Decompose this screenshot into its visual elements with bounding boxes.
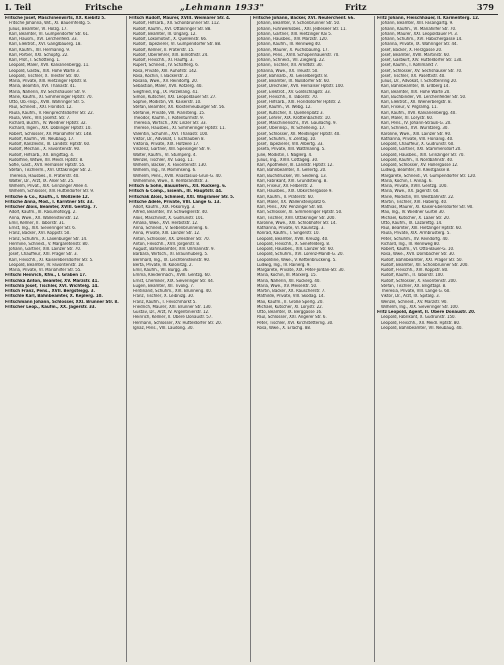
directory-entry: Paul, Schlosser, XXI. Angerer Str. 6. [257, 315, 327, 321]
directory-columns [3, 16, 499, 662]
directory-entry: Fritschka Anton, Beamter, XV. Märzstr. 41. [5, 278, 99, 284]
directory-entry: Siegfried, Ing., IX. Porzellang. 41. [133, 89, 199, 95]
directory-entry: Richard, Buchh., IV. Wiedner Hptstr. 32. [9, 121, 87, 126]
directory-entry: Theodor, Kaufm., I. Rotenturmstr. 9. [133, 115, 204, 121]
directory-entry: Emil, Kellner, II. Taborstr. 31. [9, 220, 66, 226]
directory-entry: Rudolf, Mechan., X. Favoritenstr. 90. [9, 147, 81, 153]
directory-entry: Karl, Pens., XIV. Penzinger Str. 80. [257, 205, 324, 210]
directory-entry: Karl, Maler, XI. Lorystr. 60. [381, 115, 434, 121]
directory-entry: Leopold, Gastw., XIX. Hohe Warte 3. [9, 68, 81, 74]
directory-entry: Josef, Elektrot., XV. Goldschlagstr. 33. [257, 89, 331, 95]
directory-entry: Ludwig, Beamter, III. Kleistgasse 8. [381, 168, 451, 174]
directory-entry: Josefa, Private, XIII. Wattmanng. 5. [257, 147, 326, 153]
directory-entry: Josef, Lehrer, XIX. Krottenbachstr. 10. [257, 115, 331, 121]
directory-entry: Karl, Beamter, XIX. Hohe Warte 20. [381, 89, 451, 95]
directory-entry: Sebastian, Maler, XVII. Rötzerg. 40. [133, 84, 203, 90]
directory-entry: Viktor, Dr., Arzt, IX. Spitalg. 3. [381, 294, 440, 300]
directory-entry: Walter, Dr., Arzt, IX. Alser Str. 25. [9, 178, 75, 184]
running-head-last: Fritz [345, 2, 367, 12]
directory-entry: Karoline, Wwe., XIII. Lainzer Str. 90. [381, 131, 452, 137]
directory-entry: Otto, Beamter, IX. Berggasse 16. [257, 310, 323, 315]
directory-entry: Alfred, Beamter, XV. Schweglerstr. 40. [133, 210, 209, 216]
directory-entry: Josef, Beamter, IX. Nußdorfer Str. 60. [257, 79, 331, 84]
directory-entry: Wilhelm, Privat., XIX. Grinzinger Allee 4. [9, 184, 89, 189]
directory-entry: Johann, Kaufm., VI. Mariahilfer Str. 70. [381, 26, 457, 32]
directory-entry: Max, Kaufm., II. Große Sperlg. 20. [257, 299, 324, 305]
directory-entry: Rudolf, Hilfsarb., XII. Schönbrunner Str. 112. [133, 21, 221, 27]
directory-entry: Fritscher Alois, Beamter, XVIII. Gentzg. 7. [5, 205, 98, 210]
directory-entry: Karl, Hausm., XVI. Lerchenfeld. 33. [9, 37, 78, 42]
directory-entry: Johann, Maurer, XXI. Leopoldauer Pl. 3. [381, 31, 459, 37]
directory-entry: Johann, Fuhrwerksbes., XXI. Jedleseer Str. 11. [257, 26, 347, 32]
directory-entry: Hermann, Schlosser, XV. Hütteldorfer Str. 20. [133, 320, 222, 326]
directory-entry: Josef, Kaufm., VI. Webg. 12. [257, 105, 312, 111]
directory-entry: Adolf, Kaufm., XIX. Pokornyg. 3. [133, 205, 196, 210]
directory-entry: Fritschmann Johann, Schlosser, XXI. Brünner Str. 8. [5, 299, 119, 305]
directory-entry: August, Bahnbeamter, XIV. Ullmannstr. 9. [133, 247, 215, 252]
directory-entry: Karl, Portier, XXI. Schöpfg. 22. [9, 52, 69, 58]
directory-entry: Martin, Bäcker, XX. Rauscherstr. 7. [257, 289, 326, 294]
directory-entry: Anton, Fleischh., XVII. Jörgerstr. 8. [133, 241, 201, 247]
directory-entry: Rudolf, Kaufm., II. Taborstr. 100. [381, 273, 445, 279]
directory-entry: Josef, Kutscher, X. Quellenplatz 3. [257, 110, 324, 116]
directory-entry: Richard, Ingen., XIX. Döblinger Hptstr. 10. [9, 126, 92, 132]
directory-entry: Paul, Schneid., XXI. Floridsd. 12. [9, 105, 73, 111]
directory-entry: Maria, Private, XVIII. Gentzg. 100. [381, 184, 448, 189]
directory-entry: Ernst, Chemiker, XIX. Sieveringer Str. 44. [133, 278, 214, 284]
directory-entry: Rudolf, Kaufm., XVI. Ottakringer Str. 88. [133, 26, 212, 32]
directory-entry: Josef, Schlosser, XII. Meidlinger Hptstr. 40. [257, 131, 341, 137]
directory-entry: Otto, Ob.-Insp., XVIII. Währinger Str. 5. [9, 100, 85, 105]
directory-entry: Josef, Bahnarb., XI. Geiselbergstr. 8. [257, 73, 329, 79]
directory-entry: Fritschla Josef, Tischler, XVI. Wichtelg. 14. [5, 283, 99, 289]
directory-entry: Stefanie, Private, VIII. Piaristeng. 15. [133, 110, 206, 116]
directory-entry: Josef, Kaufm., I. Kohlmarkt 7. [381, 63, 439, 69]
directory-entry: Ernst, Ing., XIX. Sieveringer Str. 6. [9, 226, 77, 231]
running-head-title: „Lehmann 1933" [180, 2, 265, 12]
directory-entry: Karoline, Wwe., XXI. Schloßhofer Str. 14. [257, 220, 337, 226]
directory-entry: Josef, Gastwirt, XIV. Hütteldorfer Str. 130. [381, 58, 463, 63]
directory-entry: Fritsch & Sohn, Bauuntern., XII. Ruckerg. 6. [129, 184, 227, 189]
directory-entry: Karl, Kaufm., XII. Hermanng. 9. [9, 47, 71, 53]
directory-entry: Rudolf, Oberlehrer, XIX. Billrothstr. 24. [133, 52, 209, 58]
directory-entry: Maria, Näherin, XII. Ruckerg. 40. [257, 278, 321, 284]
directory-entry: Peter, Schuhm., XV. Reindorfg. 40. [381, 236, 449, 242]
directory-entry: Rudolf, Fleischh., XI. Hauffg. 3. [133, 58, 194, 63]
directory-entry: Wilhelm, Bäcker, X. Favoritenstr. 130. [133, 163, 207, 168]
directory-entry: Rudolf, Fleischh., XVI. Koppstr. 80. [381, 268, 449, 273]
column-2 [127, 16, 251, 662]
directory-entry: Marie, Modistin, VII. Westbahnstr. 22. [381, 194, 455, 200]
directory-entry: Karl, Elektrot., XVI. Ganglbauerg. 18. [9, 42, 82, 48]
directory-entry: Johanna, Wwe., XX. Treustr. 50. [257, 68, 319, 74]
directory-entry: Leopold, Gärtner, XXI. Stammersdorf 20. [381, 147, 462, 153]
directory-entry: Peter, Tischler, XVI. Kirchstetterng. 30. [257, 320, 334, 326]
directory-entry: Josef, Schlosser, XV. Sechshauser Str. 70. [381, 68, 463, 74]
directory-entry: Johann, Hausbes., XIV. Märzstr. 120. [257, 37, 328, 42]
directory-entry: Adolf, Kaufm., III. Rasumofskyg. 2. [9, 210, 77, 216]
header-rule [4, 14, 498, 15]
directory-entry: Paula, Private, XIX. Armbrusterg. 5. [381, 231, 451, 237]
directory-entry: Theresia, Private, VIII. Lange G. 60. [381, 289, 451, 294]
directory-entry: Wilhelm, Ing., IV. Mommseng. 6. [133, 168, 197, 174]
directory-entry: Leopold, Beamter, XVIII. Kreuzg. 40. [257, 236, 329, 242]
directory-entry: Robert, Schlosser, XV. Mariahilfer Str. 148. [9, 131, 93, 137]
directory-entry: Rosa, Wwe., XVII. Dornbacher Str. 30. [381, 252, 456, 258]
directory-entry: Karl, Beamter, VI. Gumpendorfer Str. 61. [9, 31, 90, 37]
directory-entry: Michael, Kutscher, X. Laaer Str. 20. [381, 215, 450, 221]
directory-entry: Karl, Fabrikant, XVI. Grundsteing. 8. [257, 178, 328, 184]
directory-entry: Paula, Verk., VIII. Josefst. Str. 7. [9, 115, 71, 121]
directory-entry: Stefan, Tischler, XX. Brigittapl. 8. [381, 283, 447, 289]
directory-entry: Josef, Schuhm., V. Zentag. 10. [257, 136, 317, 142]
directory-entry: Julius, Dr., Advokat, I. Schottenring 20. [381, 79, 458, 84]
directory-entry: Maria, Köchin, III. Marxerg. 15. [257, 273, 317, 279]
directory-entry: Konrad, Kaufm., I. Singerstr. 10. [257, 231, 320, 237]
directory-entry: Rudolf, Kaufm., VII. Neubaug. 17. [9, 136, 75, 142]
directory-entry: Karl, Hausbes., XIX. Obkirchergasse 9. [257, 189, 333, 195]
directory-entry: Karl, Maler, XX. Wallensteinplatz 6. [257, 199, 327, 205]
directory-entry: Maria, Beamtin, XVI. Thaliastr. 41. [9, 84, 77, 90]
directory-entry: Rosa, Köchin, I. Bäckerstr. 2. [133, 73, 189, 79]
directory-entry: Karl, Kaufm., II. Praterstr. 60. [257, 194, 314, 200]
directory-entry: Rupert, Schneid., IV. Schäfferg. 6. [133, 63, 200, 69]
directory-entry: Johann, Gärtner, XIII. Hietzinger Kai 5. [257, 31, 333, 37]
directory-entry: Berta, Private, III. Kolonitzg. 2. [133, 262, 193, 268]
directory-entry: Barbara, Wirtsch., XI. Braunhuberg. 5. [133, 252, 209, 258]
directory-entry: Rudolf, Bahnbeamter, XXI. Prager Str. 50. [381, 257, 463, 263]
directory-entry: Josef, Tischler, XX. Pasettistr. 40. [381, 73, 446, 79]
directory-entry: Fritsche Johann, Bäcker, XVI. Neulerchenf. 66. [253, 16, 355, 21]
directory-entry: Stefan, Beamter, XX. Klosterneuburger Str. 56. [133, 105, 226, 111]
directory-entry: Fritschak Alois, Schmied, XXI. Wagramer Str. 5. [129, 194, 235, 200]
directory-entry: Julius, Beamter, VI. Holzg. 17. [9, 26, 68, 32]
directory-entry: Leopold, Schuhm., XVI. Lorenz-Mandl-G. 20. [257, 252, 344, 258]
directory-entry: Karl, Kaufm., XVII. Kalvarienbergg. 40. [381, 110, 457, 116]
directory-entry: Margarete, Private, XIX. Peter-Jordan-Str. 30. [257, 268, 345, 273]
directory-entry: Josef, Fleischh., II. Taborstr. 70. [257, 94, 318, 100]
directory-entry: Ferdinand, Schuhm., XVI. Brunneng. 40. [133, 289, 213, 294]
directory-entry: Alois, Maschinist, X. Gudrunstr. 101. [133, 215, 205, 221]
directory-entry: Josef, Maschinenschl., XVI. Gaullachg. 9. [257, 121, 337, 126]
directory-entry: Vinzenz, Gärtner, XIII. Speisinger Str. 9. [133, 147, 211, 153]
page-header [0, 0, 504, 14]
directory-entry: Josef, Hilfsarb., XXI. Floridsdorfer Hptstr. 2. [257, 100, 342, 105]
directory-entry: Fritscher Leop., Kaufm., XX. Jägerstr. 33. [5, 304, 96, 310]
directory-entry: Karl, Schlosser, XI. Simmeringer Hptstr. 50. [257, 210, 343, 216]
directory-entry: Leopold, Fleischh., X. Senefelderg. 8. [257, 241, 331, 247]
directory-entry: Theresia, Hausbes., II. Praterstr. 40. [9, 173, 80, 179]
directory-entry: Simon, Kutscher, XXI. Leopoldauer Str. 27. [133, 94, 217, 100]
directory-entry: Julius, Ing., XVIII. Cottageg. 30. [257, 157, 319, 163]
directory-entry: Valentin, Schuhm., XVI. Thaliastr. 100. [133, 131, 209, 137]
directory-entry: Katharina, Private, VIII. Florianig. 40. [381, 136, 454, 142]
directory-entry: Marie, Kaufm., XI. Simmeringer Hptstr. 70. [9, 94, 93, 100]
directory-entry: Fritsche Josef, Maschinenwirts, XX. Kiebitz 5. [5, 16, 106, 21]
directory-entry: Rudolf, Beamter, XII. Schönbrunner Str. 200. [381, 262, 469, 268]
directory-entry: Heinrich, Kellner, II. Obere Donaustr. 57. [133, 315, 213, 321]
directory-entry: Josef, Drechsler, XVII. Hernalser Hptstr. 100. [257, 84, 345, 90]
directory-entry: Karl, Pens., IV. Johann-Strauß-G. 20. [381, 121, 452, 126]
directory-entry: Karl, Prof., I. Schotteng. 1. [9, 58, 61, 63]
directory-entry: Sofie, Gast., XVII. Hernalser Hptstr. 55. [9, 163, 86, 168]
directory-entry: Maria, Private, XIII. Hietzinger Hptstr. 8. [9, 79, 88, 84]
directory-entry: Karl, Bahnbeamter, X. Gellertg. 20. [257, 168, 327, 174]
directory-entry: Rudolf, Beamter, III. Ungarg. 12. [133, 31, 197, 37]
directory-entry: Friedrich, Maurer, XXI. Brünner Str. 130. [133, 304, 212, 310]
directory-entry: Franz, Bäcker, XVI. Koppstr. 50. [9, 231, 71, 237]
directory-entry: Leopold, Hausbes., XIX. Grinzinger Str. 70. [381, 152, 465, 158]
directory-entry: Karl, Friseur, V. Pilgramg. 11. [381, 105, 438, 111]
directory-entry: Rudolf, Lokomotivf., X. Quellenstr. 66. [133, 37, 208, 42]
directory-entry: Paula, Kaufm., V. Reinprechtsdorfer Str. 22. [9, 110, 94, 116]
directory-entry: Emma, Kleidermach., XVIII. Gentzg. 60. [133, 273, 211, 279]
directory-entry: Leopoldine, Wwe., V. Kettenbrückeng. 5. [257, 257, 337, 263]
directory-entry: Fritz Johann, Fleischhauer, II. Karmeliterg. 12. [377, 16, 480, 21]
running-head-first: Fritsche [85, 2, 123, 12]
directory-entry: Johann, Schneid., VII. Zieglerg. 22. [257, 58, 326, 63]
directory-entry: Leopold, Bahnbeamter, VII. Neubaug. 40. [381, 325, 463, 331]
directory-entry: Ignaz, Pens., VIII. Laudong. 30. [133, 325, 194, 331]
directory-entry: Gustav, Dr., Arzt, IV. Argentinierstr. 12. [133, 310, 210, 315]
directory-entry: Karl, Schneid., XVI. Wurlitzerg. 30. [381, 126, 449, 132]
directory-entry: Franz, Kaufm., I. Fleischmarkt 5. [133, 299, 197, 305]
directory-entry: Maria, Wwe., XX. Jägerstr. 60. [381, 189, 440, 195]
directory-entry: Karl, Tischler, XVII. Ottakringer Str. 200. [257, 215, 336, 221]
directory-entry: Fritsch Rudolf, Maurer, XVIII. Weimarer Str. 4. [129, 16, 231, 21]
directory-entry: Julie, Modistin, I. Naglerg. 4. [257, 152, 313, 158]
directory-entry: Anna, Schneid., V. Siebenbrunneng. 6. [133, 226, 209, 231]
directory-entry: Josef, Bäcker, X. Herzgasse 20. [381, 47, 443, 53]
directory-entry: Johann, Kaufm., III. Rennweg 40. [257, 42, 322, 48]
directory-entry: Rudolfine, Witwe, XII. Meidl. Hptstr. 8. [9, 157, 84, 163]
directory-entry: Leopold, Maler, XVII. Kalvarienbergg. 11. [9, 63, 90, 69]
directory-entry: Maria, Wwe., XV. Meiselstr. 50. [257, 283, 318, 289]
directory-entry: Emil, Kaufm., VII. Burgg. 36. [133, 268, 189, 273]
directory-entry: Johann, Beamter, V. Schönbrunner Str. 50. [257, 21, 341, 27]
column-4 [375, 16, 499, 662]
directory-entry: Rudolf, Tapezierer, VI. Gumpendorfer Str. 88. [133, 42, 222, 48]
directory-entry: Anton, Schlosser, XX. Dresdner Str. 70. [133, 236, 210, 242]
directory-entry: Stefan, Tischlerm., XVI. Ottakringer Str. 2. [9, 168, 92, 174]
directory-entry: Johanna, Private, IX. Währinger Str. 44. [381, 42, 458, 48]
directory-entry: Fritsch & Comp., Eisenh., III. Hauptstr. 44. [129, 189, 223, 195]
directory-entry: Josef, Oberinsp., IV. Schelleing. 17. [257, 126, 326, 132]
directory-entry: Ludwig, Ing., IV. Rainerg. 9. [257, 262, 311, 268]
directory-entry: Leopold, Tischler, X. Triester Str. 40. [9, 73, 80, 79]
column-1 [3, 16, 127, 662]
directory-entry: Wilhelm, Schlosser, XIV. Hütteldorfer Str. 9. [9, 189, 95, 195]
directory-entry: Rudolf, Kanzleidir., III. Landstr. Hptstr. 60. [9, 142, 91, 147]
directory-entry: Michael, Kutscher, XI. Lorystr. 22. [257, 304, 323, 310]
directory-entry: Fritsche & Co., Kaufh., I. Wollzeile 12. [5, 194, 90, 200]
directory-entry: Therese, Hausbes., XI. Simmeringer Hptstr. 11. [133, 126, 226, 132]
directory-entry: Johann, Maurer, X. Puchsbaumg. 17. [257, 47, 329, 53]
directory-entry: Mathias, Maurer, XI. Kaiser-Ebersdorfer Str. 90. [381, 205, 474, 210]
directory-entry: Max, Ing., IV. Wiedner Gürtel 30. [381, 210, 445, 216]
directory-entry: Karl, Friseur, XV. Felberstr. 2. [257, 184, 314, 189]
directory-entry: Josef, Beamter, XVIII. Martinstr. 60. [381, 52, 451, 58]
directory-entry: Leopold, Beamter, IV. Favoritenstr. 18. [9, 262, 85, 268]
directory-entry: Fritsche Adele, Private, VIII. Lange G. 13. [129, 199, 221, 205]
directory-entry: Theresia, Wirtsch., XIV. Linzer Str. 33. [133, 121, 207, 126]
directory-entry: Josef, Tapezierer, VIII. Albertg. 33. [257, 142, 324, 147]
directory-entry: Walter, Kaufm., VI. Stumperg. 4. [133, 152, 197, 158]
directory-entry: Franz, Tischler, X. Leibnizg. 30. [133, 294, 195, 300]
directory-entry: Karl, Buchdrucker, VII. Seideng. 13. [257, 173, 327, 179]
directory-entry: Karl, Apotheker, III. Landstr. Hptstr. 12. [257, 163, 334, 168]
directory-entry: Wilhelm, Pens., XVIII. Anastasius-Grün-G. 40. [133, 173, 222, 179]
directory-entry: Maria, Näherin, XV. Sechshauser Str. 9. [9, 89, 86, 95]
directory-entry: Wilhelmine, Wwe., II. Rembrandtstr. 3. [133, 178, 209, 184]
directory-entry: Fritschi Heinrich, Kfm., I. Graben 17. [5, 273, 87, 279]
directory-entry: Leopold, Kaufm., II. Nordbahnstr. 40. [381, 157, 454, 163]
directory-entry: Josef, Chauffeur, XXI. Prager Str. 3. [9, 252, 78, 258]
directory-entry: Katharina, Private, VI. Kaunitzg. 3. [257, 226, 325, 231]
directory-entry: Rudolf, Kellner, II. Praterstr. 15. [133, 47, 195, 53]
directory-entry: Wenzel, Tischler, XV. Gasg. 11. [133, 157, 194, 163]
directory-entry: Johann, Tischler, XII. Arndtstr. 30. [257, 63, 323, 69]
directory-entry: Leopold, Schlosser, XV. Hollergasse 12. [381, 163, 459, 168]
directory-entry: Viktor, Dr., Advokat, I. Tuchlauben 8. [133, 136, 205, 142]
directory-entry: Amalia, Wwe., XVI. Herbststr. 12. [133, 220, 199, 226]
directory-entry: Franz, Schuhm., X. Laxenburger Str. 14. [9, 236, 88, 242]
directory-entry: Margarete, Schneid., VI. Gumpendorfer Str. 120. [381, 173, 477, 179]
directory-entry: Karl, Elektrot., XII. Wienerbergstr. 8. [381, 100, 452, 105]
directory-entry: Mathilde, Private, VIII. Skodag. 14. [257, 294, 325, 300]
directory-entry: Robert, Kaufm., VI. Otto-Bauer-G. 10. [381, 247, 455, 252]
directory-entry: Karl, Bahnbeamter, III. Erdberg 14. [381, 84, 450, 90]
directory-entry: Karl, Fleischh., XI. Kaiserebersdorfer Str. 5. [9, 257, 94, 263]
directory-entry: Paul, Beamter, XIII. Hietzinger Hptstr. 60. [381, 226, 463, 231]
directory-entry: Johann, Pens., XVIII. Schopenhauerstr. 70. [257, 52, 340, 58]
directory-entry: Maria, Köchin, I. Annag. 6. [381, 178, 433, 184]
column-3 [251, 16, 375, 662]
directory-entry: Rosalia, Wwe., XV. Reindorfg. 20. [133, 79, 199, 84]
directory-entry: Leopold, Fabrikant, X. Gudrunstr. 150. [381, 315, 456, 321]
directory-entry: Fritsch Franz, Pens., XVII. Bergsteigg. 3. [5, 289, 96, 294]
directory-entry: Wilhelm, Ing., XIX. Sieveringer Str. 100. [381, 304, 459, 310]
directory-entry: Johann, Schuhm., XVI. Habichergasse 14. [381, 37, 463, 42]
directory-entry: Sophie, Modistin, VII. Kaiserstr. 10. [133, 100, 202, 105]
directory-entry: Maria, Private, VI. Mariahilfer Str. 55. [9, 268, 82, 273]
directory-entry: Fritsche Anna, Mod., I. Kärntner Str. 33. [5, 199, 94, 205]
directory-entry: Otto, Kaufm., IX. Lazarettg. 14. [381, 220, 443, 226]
directory-entry: Karl, Buchbinder, VII. Lerchenfelder Str. 50. [381, 94, 467, 100]
directory-entry: Leopold, Hausbes., XIII. Lainzer Str. 60. [257, 247, 335, 252]
directory-entry: Fritschle Karl, Bahnbeamter, X. Keplerg. 10. [5, 294, 103, 300]
directory-entry: Anna, Wwe., XX. Wallensteinstr. 12. [9, 215, 80, 221]
directory-entry: Richard, Ing., III. Rennweg 80. [381, 241, 441, 247]
directory-entry: Rudolf, Schlosser, X. Favoritenstr. 200. [381, 278, 457, 284]
directory-entry: Leopold, Fleischh., XII. Meidl. Hptstr. 80. [381, 320, 461, 326]
directory-entry: Johann, Beamter, XIII. Fasangartg. 9. [381, 21, 454, 27]
directory-entry: Rosa, Wwe., X. Erlachg. 88. [257, 325, 312, 331]
directory-entry: Wenzel, Schneid., XV. Märzstr. 90. [381, 299, 448, 305]
directory-entry: Leopold, Chauffeur, X. Gudrunstr. 60. [381, 142, 455, 147]
directory-entry: Eugen, Beamter, XII. Tivolig. 7. [133, 283, 195, 289]
directory-entry: Rosa, Private, XIII. Auhofstr. 142. [133, 68, 198, 74]
directory-entry: Viktoria, Private, XIX. Hofzeile 17. [133, 142, 200, 147]
directory-entry: Johann, Gärtner, XIII. Lainzer Str. 70. [9, 247, 82, 252]
directory-entry: Fritsche Johanna, Wit., XI. Bauernfeldg. 5. [9, 21, 92, 27]
page-number: 379 [476, 2, 494, 12]
directory-entry: Anna, Private, XIII. Lainzer Str. 12. [133, 231, 201, 237]
directory-entry: Fritz Leopold, Agent, II. Obere Donaustr. 20. [377, 310, 476, 315]
directory-entry: Bernhard, Ing., IX. Liechtensteinstr. 90. [133, 257, 211, 263]
directory-entry: Rudolf, Hilfsarb., XX. Brigittag. 4. [9, 152, 75, 158]
directory-entry: Hermine, Schneid., V. Margaretenstr. 80. [9, 241, 89, 247]
directory-entry: Martin, Tischler, XVI. Haberlg. 40. [381, 199, 448, 205]
part-label: I. Teil [5, 2, 32, 12]
